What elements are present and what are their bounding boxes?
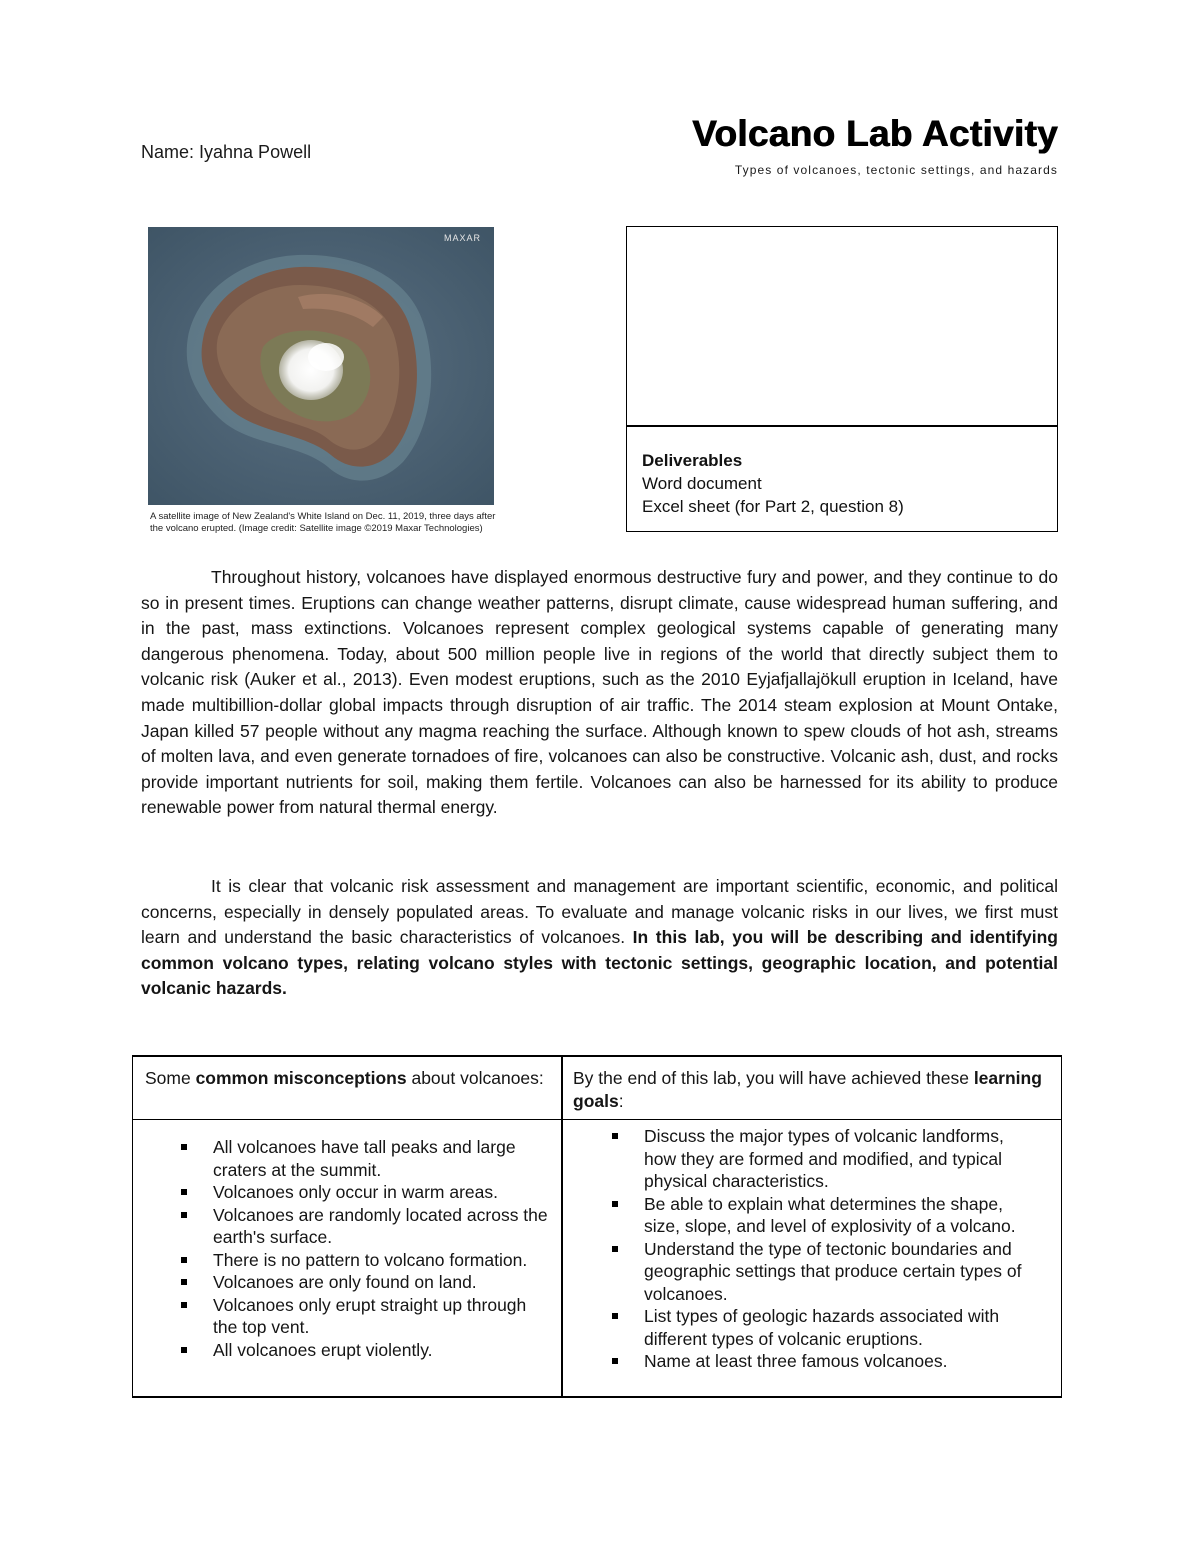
lab-objective: In this lab, you will be describing and identifying common volcano types, relating volcano styles with tectonic settings, geographic location, and potential volcanic hazards.	[141, 927, 1058, 999]
intro-paragraph-1: Throughout history, volcanoes have displayed enormous destructive fury and power, and they continue to do so in present times. Eruptions can change weather patterns, disrupt climate, cause widespread human suffering, and in the past, mass extinctions. Volcanoes represent complex geological systems capable of generating many dangerous phenomena. Today, about 500 million people live in regions of the world that directly subject them to volcanic risk (Auker et al., 2013). Even modest eruptions, such as the 2010 Eyjafjallajökull eruption in Iceland, have made multibillion-dollar global impacts through disruption of air traffic. The 2014 steam explosion at Mount Ontake, Japan killed 57 people without any magma reaching the surface. Although known to spew clouds of hot ash, streams of molten lava, and even generate tornadoes of fire, volcanoes can also be constructive. Volcanic ash, dust, and rocks provide important nutrients for soil, making them fertile. Volcanoes can also be harnessed for its ability to produce renewable power from natural thermal energy.	[141, 567, 1058, 818]
list-item: Understand the type of tectonic boundaries and geographic settings that produce certain types of volcanoes.	[580, 1238, 1040, 1306]
list-item: Discuss the major types of volcanic landforms, how they are formed and modified, and typical physical characteristics.	[580, 1125, 1040, 1193]
image-caption: A satellite image of New Zealand's White Island on Dec. 11, 2019, three days after the volcano erupted. (Image credit: Satellite image ©2019 Maxar Technologies)	[150, 511, 496, 534]
list-item: There is no pattern to volcano formation.	[149, 1249, 549, 1272]
bullet-icon	[181, 1302, 187, 1308]
list-item: List types of geologic hazards associated with different types of volcanic eruptions.	[580, 1305, 1040, 1350]
bullet-icon	[612, 1246, 618, 1252]
misconceptions-list	[149, 1136, 549, 1361]
learning-goals-header: By the end of this lab, you will have achieved these learning goals:	[573, 1068, 1042, 1111]
bullet-icon	[612, 1133, 618, 1139]
deliverable-item: Excel sheet (for Part 2, question 8)	[642, 497, 904, 516]
misconceptions-goals-table	[132, 1055, 1062, 1398]
bullet-icon	[181, 1279, 187, 1285]
list-item: Volcanoes only erupt straight up through the top vent.	[149, 1294, 549, 1339]
box-divider	[627, 425, 1057, 427]
bullet-icon	[181, 1212, 187, 1218]
bullet-icon	[612, 1201, 618, 1207]
bullet-icon	[181, 1144, 187, 1150]
deliverables-box	[626, 226, 1058, 532]
bullet-icon	[612, 1313, 618, 1319]
document-title: Volcano Lab Activity	[692, 113, 1058, 154]
deliverable-item: Word document	[642, 474, 762, 493]
list-item: Name at least three famous volcanoes.	[580, 1350, 1040, 1373]
document-subtitle: Types of volcanoes, tectonic settings, and hazards	[734, 163, 1058, 177]
list-item: Be able to explain what determines the shape, size, slope, and level of explosivity of a volcano.	[580, 1193, 1040, 1238]
bullet-icon	[181, 1347, 187, 1353]
intro-paragraph-2: It is clear that volcanic risk assessment and management are important scientific, economic, and political concerns, especially in densely populated areas. To evaluate and manage volcanic risks in our lives, we first must learn and understand the basic characteristics of volcanoes. In this lab, you will be describing and identifying common volcano types, relating volcano styles with tectonic settings, geographic location, and potential volcanic hazards.	[141, 876, 1058, 999]
bullet-icon	[181, 1189, 187, 1195]
bullet-icon	[612, 1358, 618, 1364]
list-item: Volcanoes are randomly located across the earth's surface.	[149, 1204, 549, 1249]
misconceptions-header: Some common misconceptions about volcanoes:	[145, 1068, 544, 1088]
list-item: All volcanoes erupt violently.	[149, 1339, 549, 1362]
list-item: Volcanoes only occur in warm areas.	[149, 1181, 549, 1204]
list-item: Volcanoes are only found on land.	[149, 1271, 549, 1294]
student-name: Name: Iyahna Powell	[141, 142, 312, 162]
deliverables-list	[642, 449, 904, 518]
deliverables-title: Deliverables	[642, 451, 743, 470]
bullet-icon	[181, 1257, 187, 1263]
list-item: All volcanoes have tall peaks and large craters at the summit.	[149, 1136, 549, 1181]
learning-goals-list	[580, 1125, 1040, 1373]
satellite-image	[148, 227, 494, 505]
maxar-watermark: MAXAR	[444, 233, 482, 243]
